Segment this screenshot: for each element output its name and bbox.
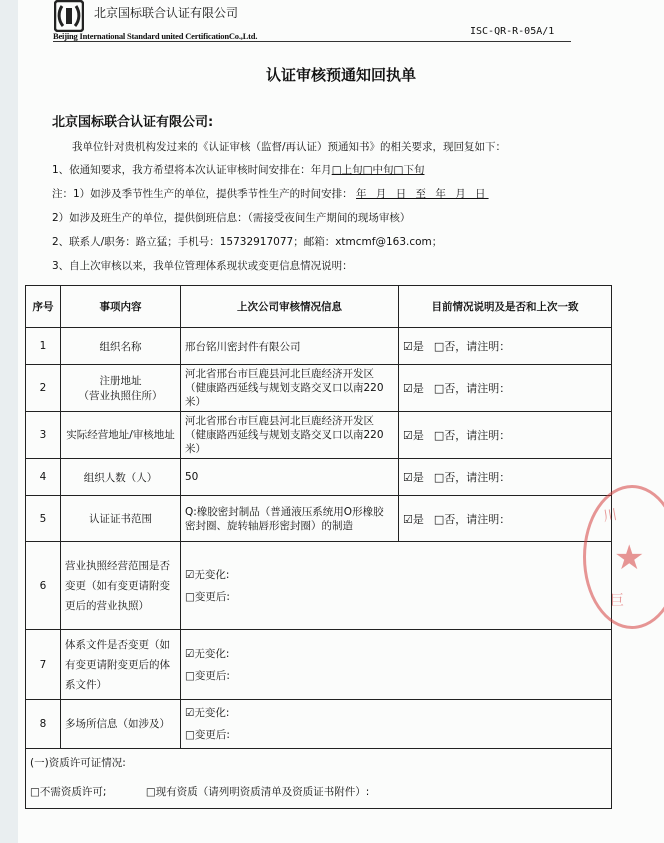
- note1-date-range: 年 月 日 至 年 月 日: [356, 188, 489, 200]
- item3-line: 3、自上次审核以来，我单位管理体系现状或变更信息情况说明：: [52, 260, 353, 272]
- row-status: [399, 365, 612, 412]
- row-no: 7: [26, 630, 61, 700]
- row-change-status: [181, 630, 612, 700]
- no-checkbox[interactable]: □否，请注明：: [433, 382, 511, 395]
- yes-checkbox[interactable]: ☑是: [403, 429, 424, 442]
- seal-text-top: 川: [601, 506, 619, 526]
- table-row: [26, 630, 612, 700]
- row-item: 组织名称: [61, 328, 181, 365]
- no-checkbox[interactable]: □否，请注明：: [433, 512, 511, 526]
- header-no: 序号: [26, 286, 61, 328]
- changed-checkbox[interactable]: □变更后:: [185, 590, 230, 603]
- header-current-status: 目前情况说明及是否和上次一致: [399, 286, 612, 328]
- row-item: 多场所信息（如涉及）: [61, 700, 181, 749]
- row-no: 3: [26, 412, 61, 459]
- row-status: [399, 412, 612, 459]
- no-checkbox[interactable]: □否，请注明：: [433, 340, 511, 353]
- table-header-row: [26, 286, 612, 328]
- row-no: 6: [26, 542, 61, 630]
- row-no: 2: [26, 365, 61, 412]
- qualification-cell: [26, 749, 612, 809]
- header-divider: [53, 41, 571, 42]
- item2-contact: 2、联系人/职务：路立猛；手机号：15732917077；邮箱：xtmcmf@163.com；: [52, 236, 443, 248]
- note1-prefix: 注：1）如涉及季节性生产的单位，提供季节性生产的时间安排：: [52, 188, 353, 200]
- row-info: 河北省邢台市巨鹿县河北巨鹿经济开发区（健康路西延线与规划支路交叉口以南220米）: [181, 412, 399, 459]
- qualification-row: [26, 749, 612, 809]
- existing-qualification-checkbox[interactable]: □现有资质（请列明资质清单及资质证书附件）:: [145, 786, 370, 798]
- row-no: 5: [26, 496, 61, 542]
- row-no: 8: [26, 700, 61, 749]
- header-item: 事项内容: [61, 286, 181, 328]
- row-no: 4: [26, 459, 61, 496]
- page-title: 认证审核预通知回执单: [265, 66, 416, 84]
- unchanged-checkbox[interactable]: ☑无变化:: [185, 647, 230, 660]
- unchanged-checkbox[interactable]: ☑无变化:: [185, 568, 230, 581]
- company-name-en: Beijing International Standard united CertificationCo.,Ltd.: [53, 31, 258, 41]
- row-change-status: [181, 542, 612, 630]
- header-last-audit-info: 上次公司审核情况信息: [181, 286, 399, 328]
- table-row: [26, 365, 612, 412]
- no-checkbox[interactable]: □否，请注明：: [433, 429, 511, 442]
- table-row: [26, 412, 612, 459]
- row-status: [399, 496, 612, 542]
- note2-line: 2）如涉及班生产的单位，提供倒班信息：（需接受夜间生产期间的现场审核）: [52, 212, 411, 224]
- yes-checkbox[interactable]: ☑是: [403, 382, 424, 395]
- addressee: 北京国标联合认证有限公司:: [52, 115, 214, 130]
- yes-checkbox[interactable]: ☑是: [403, 340, 424, 353]
- company-name-cn: 北京国标联合认证有限公司: [94, 6, 239, 20]
- qualification-options: [30, 784, 607, 799]
- audit-info-table: [25, 285, 612, 809]
- seal-text-bottom: 巨: [610, 593, 624, 609]
- item1-prefix: 1、依通知要求，我方希望将本次认证审核时间安排在：: [52, 164, 311, 176]
- intro-text: 我单位针对贵机构发过来的《认证审核（监督/再认证）预通知书》的相关要求，现回复如下：: [72, 141, 507, 153]
- row-item: 体系文件是否变更（如有变更请附变更后的体系文件）: [61, 630, 181, 700]
- row-status: [399, 328, 612, 365]
- item1-line: [52, 162, 424, 177]
- qualification-title: (一)资质许可证情况:: [30, 757, 126, 769]
- row-item: 注册地址 （营业执照住所）: [61, 365, 181, 412]
- changed-checkbox[interactable]: □变更后:: [185, 729, 230, 741]
- row-item: 营业执照经营范围是否变更（如有变更请附变更后的营业执照）: [61, 542, 181, 630]
- table-row: [26, 328, 612, 365]
- table-row: [26, 700, 612, 749]
- changed-checkbox[interactable]: □变更后:: [185, 669, 230, 682]
- table-row: [26, 459, 612, 496]
- company-logo-icon: [54, 0, 84, 32]
- table-row: [26, 542, 612, 630]
- row-item: 实际经营地址/审核地址: [61, 412, 181, 459]
- unchanged-checkbox[interactable]: ☑无变化:: [185, 707, 230, 719]
- row-info: 邢台铭川密封件有限公司: [181, 328, 399, 365]
- row-info: 河北省邢台市巨鹿县河北巨鹿经济开发区（健康路西延线与规划支路交叉口以南220米）: [181, 365, 399, 412]
- item1-options: □上旬□中旬□下旬: [331, 164, 425, 176]
- row-info: Q:橡胶密封制品（普通液压系统用O形橡胶密封圈、旋转轴唇形密封圈）的制造: [181, 496, 399, 542]
- table-row: [26, 496, 612, 542]
- no-checkbox[interactable]: □否，请注明：: [433, 471, 511, 484]
- note1-line: [52, 186, 489, 201]
- document-page: [18, 0, 664, 843]
- seal-star-icon: ★: [614, 538, 645, 578]
- row-status: [399, 459, 612, 496]
- row-item: 组织人数（人）: [61, 459, 181, 496]
- row-change-status: [181, 700, 612, 749]
- row-no: 1: [26, 328, 61, 365]
- row-info: 50: [181, 459, 399, 496]
- row-item: 认证证书范围: [61, 496, 181, 542]
- document-code: ISC-QR-R-05A/1: [470, 26, 555, 37]
- yes-checkbox[interactable]: ☑是: [403, 512, 424, 526]
- no-qualification-checkbox[interactable]: □不需资质许可;: [30, 786, 107, 798]
- item1-month: 年月: [310, 164, 332, 176]
- yes-checkbox[interactable]: ☑是: [403, 471, 424, 484]
